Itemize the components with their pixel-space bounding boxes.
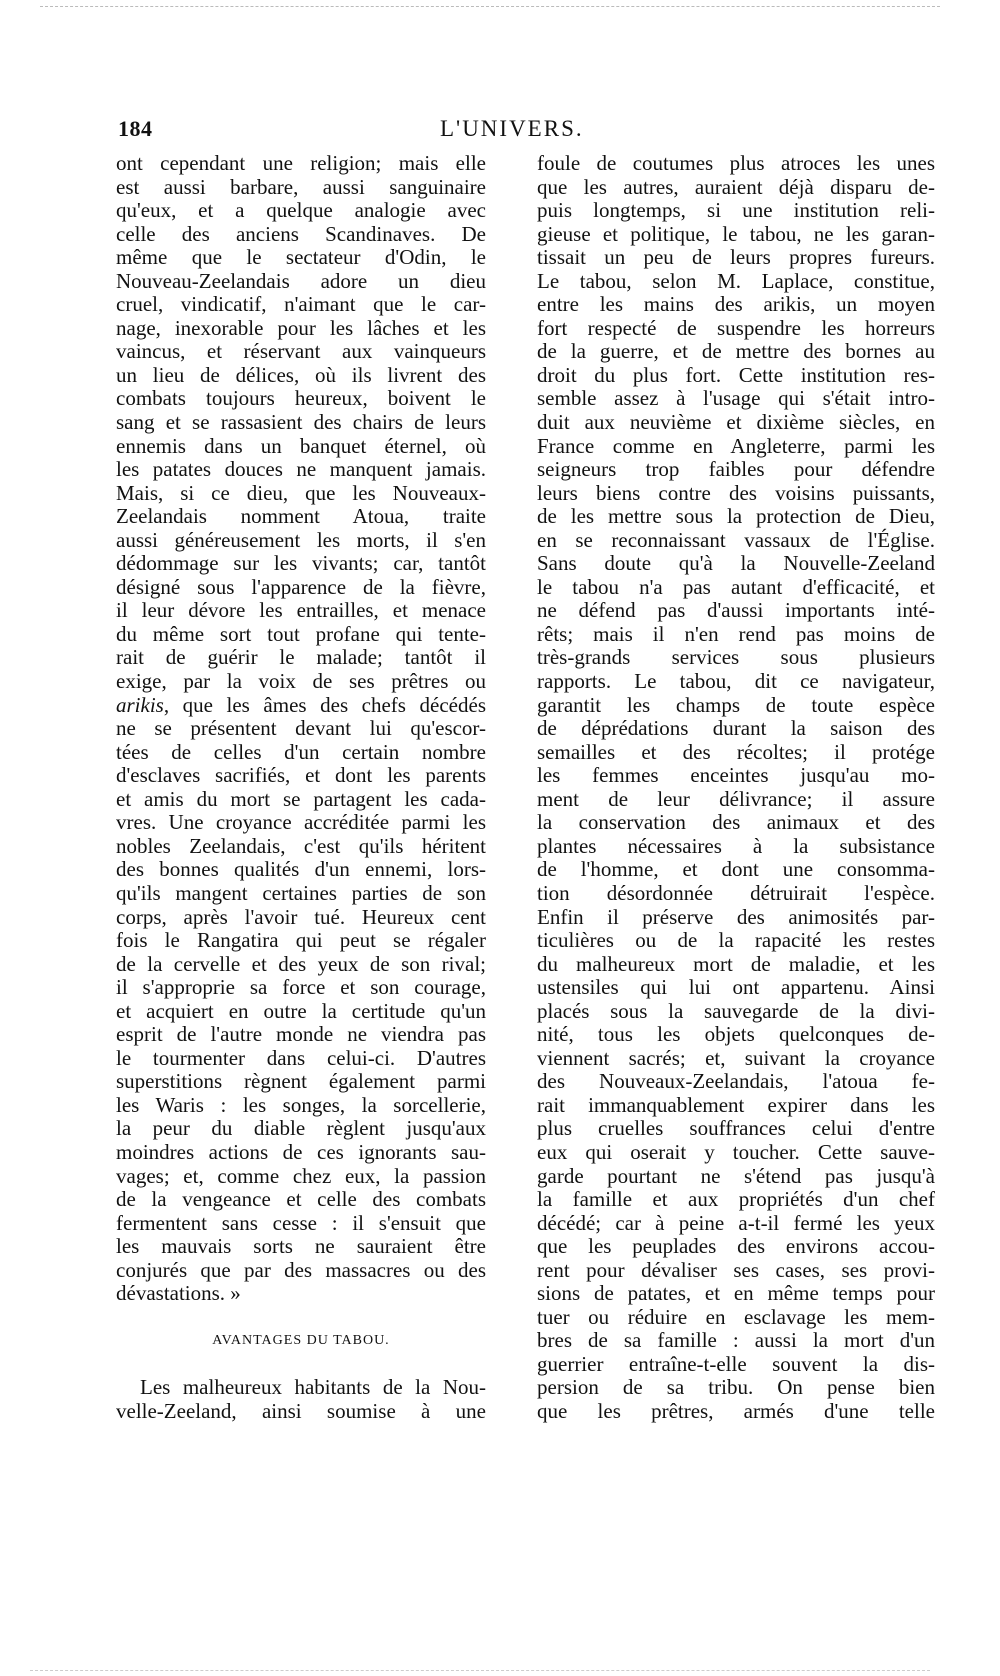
text-line: dévastations. » bbox=[116, 1281, 241, 1306]
text-line: sions de patates, et en même temps pour bbox=[537, 1281, 935, 1306]
text-line: de l'homme, et dont une consomma- bbox=[537, 857, 935, 882]
text-line: bres de sa famille : aussi la mort d'un bbox=[537, 1328, 935, 1353]
text-line: nobles Zeelandais, c'est qu'ils héritent bbox=[116, 833, 486, 858]
text-line: nage, inexorable pour les lâches et les bbox=[116, 315, 486, 340]
text-line: exige, par la voix de ses prêtres ou bbox=[116, 669, 486, 694]
text-line: la peur du diable règlent jusqu'aux bbox=[116, 1116, 486, 1141]
text-line: leurs biens contre des voisins puissants, bbox=[537, 480, 935, 505]
text-line: persion de sa tribu. On pense bien bbox=[537, 1375, 935, 1400]
text-line: ne défend pas d'aussi importants inté- bbox=[537, 598, 935, 623]
text-line: Nouveau-Zeelandais adore un dieu bbox=[116, 268, 486, 293]
text-line: Le tabou, selon M. Laplace, constitue, bbox=[537, 268, 935, 293]
text-line: garde pourtant ne s'étend pas jusqu'à bbox=[537, 1163, 935, 1188]
text-line: rait de guérir le malade; tantôt il bbox=[116, 645, 486, 670]
text-line: plus cruelles souffrances celui d'entre bbox=[537, 1116, 935, 1141]
text-line: superstitions règnent également parmi bbox=[116, 1069, 486, 1094]
text-line: les patates douces ne manquent jamais. bbox=[116, 457, 486, 482]
text-line: eux qui oserait y toucher. Cette sauve- bbox=[537, 1139, 935, 1164]
text-line: très-grands services sous plusieurs bbox=[537, 645, 935, 670]
text-line: moindres actions de ces ignorants sau- bbox=[116, 1139, 486, 1164]
text-line: rait immanquablement expirer dans les bbox=[537, 1092, 935, 1117]
text-line: combats toujours heureux, boivent le bbox=[116, 386, 486, 411]
text-line: vages; et, comme chez eux, la passion bbox=[116, 1163, 486, 1188]
text-line: seigneurs trop faibles pour défendre bbox=[537, 457, 935, 482]
text-line: cruel, vindicatif, n'aimant que le car- bbox=[116, 292, 486, 317]
text-line: des bonnes qualités d'un ennemi, lors- bbox=[116, 857, 486, 882]
text-line: de la vengeance et celle des combats bbox=[116, 1187, 486, 1212]
text-line: Mais, si ce dieu, que les Nouveaux- bbox=[116, 480, 486, 505]
text-line: les mauvais sorts ne sauraient être bbox=[116, 1234, 486, 1259]
text-line: du même sort tout profane qui tente- bbox=[116, 621, 486, 646]
spacer bbox=[116, 1306, 486, 1330]
text-line: un lieu de délices, où ils livrent des bbox=[116, 362, 486, 387]
text-line: désigné sous l'apparence de la fièvre, bbox=[116, 574, 486, 599]
text-line: et acquiert en outre la certitude qu'un bbox=[116, 998, 486, 1023]
text-line: France comme en Angleterre, parmi les bbox=[537, 433, 935, 458]
text-line: ticulières ou de la rapacité les restes bbox=[537, 928, 935, 953]
spacer bbox=[116, 1353, 486, 1377]
text-line: Enfin il préserve des animosités par- bbox=[537, 904, 935, 929]
text-line: arikis, que les âmes des chefs décédés bbox=[116, 692, 486, 717]
text-line: garantit les champs de toute espèce bbox=[537, 692, 935, 717]
text-line: dédommage sur les vivants; car, tantôt bbox=[116, 551, 486, 576]
text-line: ne se présentent devant lui qu'escor- bbox=[116, 716, 486, 741]
text-line: semble assez à l'usage qui s'était intro- bbox=[537, 386, 935, 411]
text-line: Sans doute qu'à la Nouvelle-Zeeland bbox=[537, 551, 935, 576]
text-line: des Nouveaux-Zeelandais, l'atoua fe- bbox=[537, 1069, 935, 1094]
text-line: il leur dévore les entrailles, et menace bbox=[116, 598, 486, 623]
text-line: les femmes enceintes jusqu'au mo- bbox=[537, 763, 935, 788]
text-line: fermentent sans cesse : il s'ensuit que bbox=[116, 1210, 486, 1235]
text-line: ment de leur délivrance; il assure bbox=[537, 786, 935, 811]
text-line: de la guerre, et de mettre des bornes au bbox=[537, 339, 935, 364]
bottom-edge-rule bbox=[30, 1670, 930, 1671]
text-line: viennent sacrés; et, suivant la croyance bbox=[537, 1045, 935, 1070]
text-line: que les prêtres, armés d'une telle bbox=[537, 1398, 935, 1423]
page-number: 184 bbox=[118, 116, 153, 141]
text-line: que les autres, auraient déjà disparu de- bbox=[537, 174, 935, 199]
text-line: même que le sectateur d'Odin, le bbox=[116, 245, 486, 270]
text-line: Les malheureux habitants de la Nou- bbox=[140, 1375, 486, 1400]
text-line: vres. Une croyance accréditée parmi les bbox=[116, 810, 486, 835]
text-line: qu'ils mangent certaines parties de son bbox=[116, 880, 486, 905]
text-line: et amis du mort se partagent les cada- bbox=[116, 786, 486, 811]
text-line: placés sous la sauvegarde de la divi- bbox=[537, 998, 935, 1023]
text-line: celle des anciens Scandinaves. De bbox=[116, 221, 486, 246]
text-line: ustensiles qui lui ont appartenu. Ainsi bbox=[537, 975, 935, 1000]
text-line: velle-Zeeland, ainsi soumise à une bbox=[116, 1398, 486, 1423]
italic-term: arikis bbox=[116, 692, 164, 717]
text-line: tées de celles d'un certain nombre bbox=[116, 739, 486, 764]
text-line: les Waris : les songes, la sorcellerie, bbox=[116, 1092, 486, 1117]
text-line: il s'approprie sa force et son courage, bbox=[116, 975, 486, 1000]
left-column bbox=[116, 152, 486, 1424]
text-line: le tabou n'a pas autant d'efficacité, et bbox=[537, 574, 935, 599]
text-line: plantes nécessaires à la subsistance bbox=[537, 833, 935, 858]
text-line: rent pour dévaliser ses cases, ses provi- bbox=[537, 1257, 935, 1282]
text-line: d'esclaves sacrifiés, et dont les parents bbox=[116, 763, 486, 788]
text-line: entre les mains des arikis, un moyen bbox=[537, 292, 935, 317]
text-line: décédé; car à peine a-t-il fermé les yeux bbox=[537, 1210, 935, 1235]
text-line: fort respecté de suspendre les horreurs bbox=[537, 315, 935, 340]
text-line: aussi généreusement les morts, il s'en bbox=[116, 527, 486, 552]
text-line: nité, tous les objets quelconques de- bbox=[537, 1022, 935, 1047]
text-line: Zeelandais nomment Atoua, traite bbox=[116, 504, 486, 529]
text-line: tissait un peu de leurs propres fureurs. bbox=[537, 245, 935, 270]
text-line: corps, après l'avoir tué. Heureux cent bbox=[116, 904, 486, 929]
text-line: la famille et aux propriétés d'un chef bbox=[537, 1187, 935, 1212]
text-line: gieuse et politique, le tabou, ne les garan- bbox=[537, 221, 935, 246]
text-line: duit aux neuvième et dixième siècles, en bbox=[537, 410, 935, 435]
text-line: de la cervelle et des yeux de son rival; bbox=[116, 951, 486, 976]
text-line: est aussi barbare, aussi sanguinaire bbox=[116, 174, 486, 199]
text-line: droit du plus fort. Cette institution res- bbox=[537, 362, 935, 387]
text-line: tuer ou réduire en esclavage les mem- bbox=[537, 1304, 935, 1329]
text-line: le tourmenter dans celui-ci. D'autres bbox=[116, 1045, 486, 1070]
running-title: L'UNIVERS. bbox=[440, 116, 584, 141]
right-column bbox=[537, 152, 935, 1424]
text-line: puis longtemps, si une institution reli- bbox=[537, 198, 935, 223]
text-line: semailles et des récoltes; il protége bbox=[537, 739, 935, 764]
text-line: de déprédations durant la saison des bbox=[537, 716, 935, 741]
text-line: conjurés que par des massacres ou des bbox=[116, 1257, 486, 1282]
text-line: rapports. Le tabou, dit ce navigateur, bbox=[537, 669, 935, 694]
text-line: esprit de l'autre monde ne viendra pas bbox=[116, 1022, 486, 1047]
text-line: en se reconnaissant vassaux de l'Église. bbox=[537, 527, 935, 552]
text-line: ennemis dans un banquet éternel, où bbox=[116, 433, 486, 458]
text-line: guerrier entraîne-t-elle souvent la dis- bbox=[537, 1351, 935, 1376]
text-line: que les peuplades des environs accou- bbox=[537, 1234, 935, 1259]
text-line: foule de coutumes plus atroces les unes bbox=[537, 151, 935, 175]
text-line: du malheureux mort de maladie, et les bbox=[537, 951, 935, 976]
top-edge-rule bbox=[40, 6, 940, 7]
text-line: la conservation des animaux et des bbox=[537, 810, 935, 835]
section-heading: AVANTAGES DU TABOU. bbox=[212, 1333, 390, 1349]
text-line: ont cependant une religion; mais elle bbox=[116, 151, 486, 175]
text-line: qu'eux, et a quelque analogie avec bbox=[116, 198, 486, 223]
text-line: rêts; mais il n'en rend pas moins de bbox=[537, 621, 935, 646]
text-line: fois le Rangatira qui peut se régaler bbox=[116, 928, 486, 953]
text-line: de les mettre sous la protection de Dieu, bbox=[537, 504, 935, 529]
text-line: tion désordonnée détruirait l'espèce. bbox=[537, 880, 935, 905]
text-line: sang et se rassasient des chairs de leurs bbox=[116, 410, 486, 435]
text-line: vaincus, et réservant aux vainqueurs bbox=[116, 339, 486, 364]
